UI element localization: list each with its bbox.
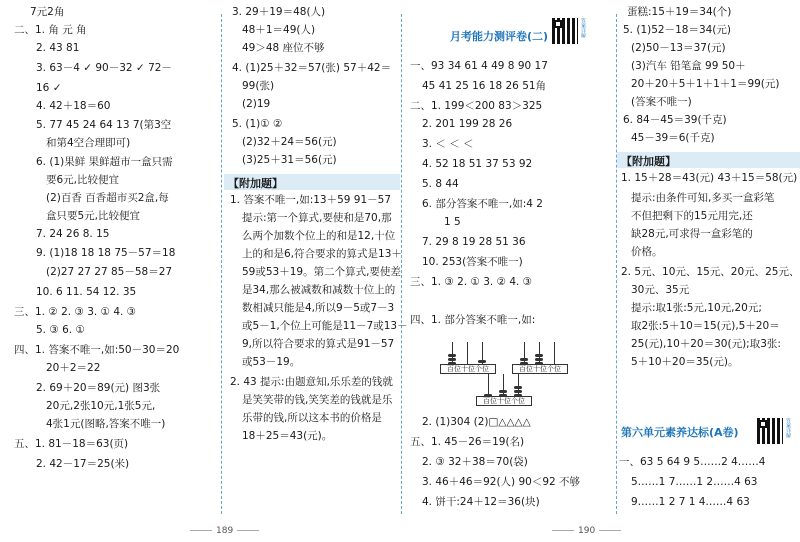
- text-line: 4. 52 18 51 37 53 92: [422, 158, 533, 170]
- text-line: 或53－19。: [242, 356, 301, 368]
- text-line: 2. (1)304 (2)□△△△△: [422, 416, 531, 428]
- text-line: 6. 部分答案不唯一,如:4 2: [422, 198, 543, 210]
- text-line: 20＋20＋5＋1＋1＋1＝99(元): [631, 78, 780, 90]
- column-divider: [401, 14, 402, 514]
- text-line: 三、1. ② 2. ③ 3. ① 4. ③: [14, 306, 137, 318]
- text-line: 提示:由条件可知,多买一盒彩笔: [631, 192, 775, 204]
- text-line: 9. (1)18 18 18 75－57＝18: [36, 247, 176, 259]
- text-line: 20＋2＝22: [46, 362, 101, 374]
- abacus-label: 百位十位个位: [440, 364, 496, 374]
- text-line: 99(张): [242, 80, 275, 92]
- text-line: 不但把剩下的15元用完,还: [631, 210, 753, 222]
- text-line: 2. ③ 32＋38＝70(袋): [422, 456, 528, 468]
- page-number: 190: [548, 526, 625, 536]
- text-line: 16 ✓: [36, 82, 62, 94]
- text-line: 3. 63－4 ✓ 90－32 ✓ 72－: [36, 62, 172, 74]
- section-title: 第六单元素养达标(A卷): [621, 426, 739, 439]
- text-line: (3)25＋31＝56(元): [242, 154, 337, 166]
- text-line: (2)50－13＝37(元): [631, 42, 726, 54]
- qr-code-icon[interactable]: [757, 418, 783, 444]
- text-line: (2)19: [242, 98, 271, 110]
- text-line: 25(元),10＋20＝30(元);取3张:: [631, 338, 781, 350]
- text-line: 9……1 2 7 1 4……4 63: [631, 496, 750, 508]
- text-line: 3. 29＋19＝48(人): [232, 6, 326, 18]
- text-line: 3. 46＋46＝92(人) 90＜92 不够: [422, 476, 581, 488]
- column-4: [617, 0, 800, 524]
- text-line: (答案不唯一): [631, 96, 692, 108]
- text-line: 18＋25＝43(元)。: [242, 430, 333, 442]
- text-line: 3. ＜ ＜ ＜: [422, 138, 474, 150]
- text-line: 2. 42－17＝25(米): [36, 458, 130, 470]
- text-line: (2)百香 百香超市买2盒,每: [46, 192, 169, 204]
- abacus-diagram: [512, 340, 568, 374]
- text-line: 6. (1)果鲜 果鲜超市一盒只需: [36, 156, 173, 168]
- text-line: 48＋1＝49(人): [242, 24, 316, 36]
- text-line: 三、1. ③ 2. ① 3. ② 4. ③: [410, 276, 533, 288]
- text-line: 缺28元,可求得一盒彩笔的: [631, 228, 753, 240]
- column-divider: [221, 14, 222, 514]
- text-line: 5. 77 45 24 64 13 7(第3空: [36, 119, 172, 131]
- text-line: 五、1. 45－26＝19(名): [410, 436, 525, 448]
- text-line: 7元2角: [30, 6, 65, 18]
- column-2: [224, 0, 408, 524]
- section-bar: [224, 174, 400, 190]
- text-line: 1. 答案不唯一,如:13＋59 91－57: [230, 194, 392, 206]
- text-line: 和第4空合理即可): [46, 137, 131, 149]
- text-line: 是笑笑带的钱,笑笑差的钱就是乐: [242, 394, 393, 406]
- text-line: 提示:第一个算式,要使和是70,那: [242, 212, 392, 224]
- text-line: 要6元,比较便宜: [46, 174, 120, 186]
- text-line: 2. 5元、10元、15元、20元、25元、: [621, 266, 800, 278]
- text-line: 5. (1)① ②: [232, 118, 283, 130]
- text-line: 乐带的钱,所以这本书的价格是: [242, 412, 382, 424]
- text-line: 5……1 7……1 2……4 63: [631, 476, 758, 488]
- abacus-diagram: [440, 340, 496, 374]
- text-line: 一、63 5 64 9 5……2 4……4: [619, 456, 766, 468]
- qr-label: 答案详解: [580, 18, 586, 38]
- text-line: 上的和是6,符合要求的算式是13＋: [242, 248, 402, 260]
- text-line: 1. 15＋28＝43(元) 43＋15＝58(元): [621, 172, 798, 184]
- page-number: 189: [186, 526, 263, 536]
- text-line: 7. 24 26 8. 15: [36, 228, 110, 240]
- text-line: 1 5: [444, 216, 461, 228]
- text-line: 取2张:5＋10＝15(元),5＋20＝: [631, 320, 780, 332]
- text-line: 2. 201 199 28 26: [422, 118, 513, 130]
- text-line: 数相减只能是4,所以9－5或7－3: [242, 302, 395, 314]
- abacus-label: 百位十位个位: [512, 364, 568, 374]
- text-line: 4. 饼干:24＋12＝36(块): [422, 496, 540, 508]
- text-line: 2. 69＋20＝89(元) 图3张: [36, 382, 161, 394]
- text-line: 59或53＋19。第二个算式,要使差: [242, 266, 401, 278]
- text-line: (2)32＋24＝56(元): [242, 136, 337, 148]
- text-line: (3)汽车 铅笔盒 99 50＋: [631, 60, 746, 72]
- section-title: 【附加题】: [621, 155, 676, 168]
- text-line: 蛋糕:15＋19＝34(个): [627, 6, 732, 18]
- text-line: 9,所以符合要求的算式是91－57: [242, 338, 395, 350]
- section-title: 【附加题】: [228, 177, 283, 190]
- text-line: 二、1. 角 元 角: [14, 24, 87, 36]
- text-line: 四、1. 答案不唯一,如:50－30＝20: [14, 344, 180, 356]
- text-line: 或5－1,个位上可能是11－7或13－: [242, 320, 408, 332]
- section-title: 月考能力测评卷(二): [450, 30, 549, 43]
- text-line: 4张1元(图略,答案不唯一): [46, 418, 166, 430]
- qr-label: 答案详解: [785, 418, 791, 438]
- text-line: 5＋10＋20＝35(元)。: [631, 356, 739, 368]
- column-1: [0, 0, 220, 524]
- text-line: 2. 43 提示:由题意知,乐乐差的钱就: [230, 376, 393, 388]
- text-line: 4. (1)25＋32＝57(张) 57＋42＝: [232, 62, 392, 74]
- text-line: 盒只要5元,比较便宜: [46, 210, 141, 222]
- text-line: 20元,2张10元,1张5元,: [46, 400, 156, 412]
- text-line: 提示:取1张:5元,10元,20元;: [631, 302, 762, 314]
- text-line: 6. 84－45＝39(千克): [623, 114, 727, 126]
- text-line: 5. 8 44: [422, 178, 459, 190]
- text-line: 4. 42＋18＝60: [36, 100, 111, 112]
- abacus-diagram: [476, 372, 532, 406]
- text-line: 四、1. 部分答案不唯一,如:: [410, 314, 536, 326]
- text-line: (2)27 27 27 85－58＝27: [46, 266, 173, 278]
- text-line: 5. ③ 6. ①: [36, 324, 85, 336]
- text-line: 30元、35元: [631, 284, 690, 296]
- text-line: 价格。: [631, 246, 663, 258]
- text-line: 五、1. 81－18＝63(页): [14, 438, 129, 450]
- text-line: 10. 6 11. 54 12. 35: [36, 286, 137, 298]
- text-line: 是34,那么被减数和减数十位上的: [242, 284, 396, 296]
- text-line: 49＞48 座位不够: [242, 42, 325, 54]
- text-line: 10. 253(答案不唯一): [422, 256, 523, 268]
- text-line: 2. 43 81: [36, 42, 80, 54]
- text-line: 7. 29 8 19 28 51 36: [422, 236, 526, 248]
- text-line: 45 41 25 16 18 26 51角: [422, 80, 547, 92]
- text-line: 么两个加数个位上的和是12,十位: [242, 230, 396, 242]
- section-bar: [617, 152, 800, 168]
- qr-code-icon[interactable]: [552, 18, 578, 44]
- column-3: [404, 0, 616, 524]
- text-line: 45－39＝6(千克): [631, 132, 715, 144]
- abacus-label: 百位十位个位: [476, 396, 532, 406]
- text-line: 二、1. 199＜200 83＞325: [410, 100, 543, 112]
- text-line: 5. (1)52－18＝34(元): [623, 24, 732, 36]
- text-line: 一、93 34 61 4 49 8 90 17: [410, 60, 548, 72]
